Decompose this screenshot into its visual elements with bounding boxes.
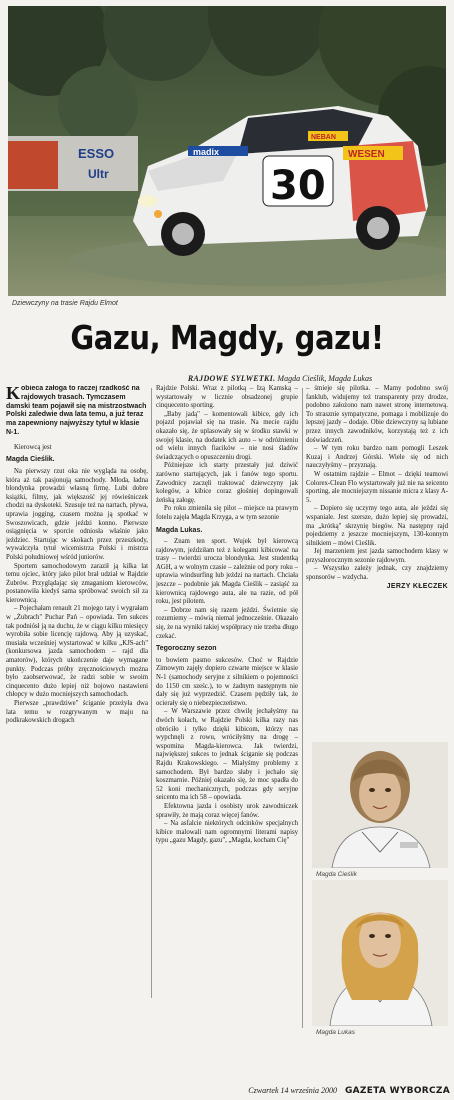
paragraph: – Na asfalcie niektórych odcinków specjalnych kibice malowali nam ogromnymi literami napisy typu „gazu Magdy, gazu", „Magda, kocham Cię" xyxy=(156,820,298,845)
portrait-lukas xyxy=(312,880,448,1026)
lead-text: obieca załoga to raczej rzadkość na rajdowych trasach. Tymczasem damski team pojawił się na mistrzostwach Polski zaledwie dwa lata temu, a już teraz ma zapewniony najwyższy tytuł w klasie N-1. xyxy=(6,385,147,436)
author-signature: JERZY KŁECZEK xyxy=(386,582,448,590)
issue-date: Czwartek 14 września 2000 xyxy=(248,1086,337,1095)
paragraph: „Baby jadą" – komentowali kibice, gdy ich pojazd pojawiał się na trasie. Na meciе rajdu okazało się, że uplasowały się w środku stawki w swojej klasie, na dodatek ich auto – w odróżnieniu od wielu innych fiacików – nie nosi śladów świadczących o opuszczeniu drogi. xyxy=(156,410,298,461)
column-divider xyxy=(302,388,303,1028)
byline-authors: Magda Cieślik, Magda Lukas xyxy=(277,374,373,383)
paragraph: – Pojechałam renault 21 mojego taty i wygrałam w „Żubrach" Puchar Pań – opowiada. Ten sukces tak podniósł ją na duchu, że w ciągu kilku miesięcy wyrobiła sobie licencję rajdową. Aby ją uzyskać, musiała wcześniej wystartować w kilku „KJS-ach" (konkursowa jazda samochodem – rajd dla amatorów), których ukończenie daje wymagane punkty. Podczas próby zręcznościowych można było zaobserwować, że radzi sobie w swoim cinquecento dużo lepiej niż bojowo nastawieni chłopcy w dużo mocniejszych samochodach. xyxy=(6,605,148,699)
paragraph: Rajdzie Polski. Wraz z pilotką – Izą Kamską – wystartowały w licznie obsadzonej grupie cinquecento sporting. xyxy=(156,385,298,410)
car-number-text: 30 xyxy=(270,163,326,209)
paragraph: Późniejsze ich starty przestały już dziwić zarówno startujących, jak i fanów tego sportu. Zawodnicy zaczęli traktować dziewczyny jak kolegów, a kibice coraz głośniej dopingowali żeńską załogę. xyxy=(156,462,298,504)
rally-car-image xyxy=(8,6,446,296)
paragraph: W ostatnim rajdzie – Elmot – dzięki teamowi Colorex-Clean Flo wystartowały już nie na seicento sporting, ale mocniejszym nissanie micra z klasy A-5. xyxy=(306,470,448,504)
banner-esso-text: ESSO xyxy=(78,146,115,161)
paragraph: Po roku zmieniła się pilot – miejsce na prawym fotelu zajęła Magda Krzyga, a w tym sezonie xyxy=(156,505,298,521)
portrait-cieslik xyxy=(312,742,448,868)
photo-caption: Dziewczyny na trasie Rajdu Elmot xyxy=(12,300,118,307)
car-side-label1: WESEN xyxy=(348,149,385,160)
portrait-cieslik-image xyxy=(312,742,448,868)
paragraph: – W Warszawie przez chwilę jechałyśmy na dwóch kołach, w Rajdzie Polski kilka razy nas obróciło i tylko dzięki kibicom, którzy nas wypchnęli z rowu, wróciłyśmy na drogę – wspomina Magda-kierowca. Jak twierdzi, największej sukces to jednak ściganie się podczas Rajdu Krakowskiego. – Miałyśmy problemy z samochodem. Był bardzo słaby i jechało się koszmarnie. Później okazało się, że moc spadła do 52 koni mechanicznych, podczas gdy seryjne seicento ma ich 58 – opowiada. xyxy=(156,708,298,802)
paragraph: to bowiem pasmo sukcesów. Choć w Rajdzie Zimowym zajęły dopiero czwarte miejsce w klasie N-1 (samochody seryjne z silnikiem o pojemności do 1150 cm sześc.), to w żadnym następnym nie dały się już wyprzedzić. Czasem pędziły tak, że ocierały się o niebezpieczeństwo. xyxy=(156,656,298,707)
drop-cap: K xyxy=(6,385,21,403)
paragraph: Pierwsze „prawdziwe" ściganie przeżyła dwa lata temu w rozgrywanym w maju na podkrakowskich drogach xyxy=(6,700,148,725)
article-lead xyxy=(6,385,148,438)
article-column-3 xyxy=(306,385,448,735)
paragraph: – Znam ten sport. Wujek był kierowcą rajdowym, jeździłam też z kolegami kibicować na trasy – twierdzi urocza blondynka. Jest studentką AGH, a w wolnym czasie – zależnie od pory roku – uprawia windsurfing lub jeździ na nartach. Chciała jeszcze – podobnie jak Magda Cieślik – zasiąść za kierownicą rajdowego auta, ale na razie, od pół roku, jest pilotem. xyxy=(156,538,298,606)
article-column-1 xyxy=(6,385,148,1005)
paragraph: Kierowcą jest xyxy=(14,443,52,451)
page-footer xyxy=(0,1086,454,1096)
car-side-label2: NEBAN xyxy=(311,134,336,141)
rally-photo xyxy=(8,6,446,296)
paragraph: Efektowna jazda i osobisty urok zawodniczek sprawiły, że mają coraz więcej fanów. xyxy=(156,802,298,819)
paragraph: Na pierwszy rzut oka nie wygląda na osobę, która aż tak pasjonują samochody. Młoda, ładna blondynka prowadzi własną firmę. Lubi dobre książki, filmy, jak większość jej rówieśniczek chodzi na dyskoteki. Szusuje też na nartach, pływa, uprawia jogging, czasem można ją spotkać w Swoszowicach, gdzie jeździ konno. Pierwsze osiągnięcia w sporcie odniosła właśnie jako jeździec. Startując w skokach przez przeszkody, wywalczyła tytuł wicemistrza Polski i mistrza Polski południowej wśród juniorów. xyxy=(6,467,148,561)
banner-ultra-text: Ultr xyxy=(88,167,109,181)
newspaper-name: GAZETA WYBORCZA xyxy=(344,1086,450,1096)
paragraph: – Dobrze nam się razem jeździ. Świetnie się rozumiemy – mówią niemal jednocześnie. Okazało się, że na wyniki takiej współpracy nie trzeba długo czekać. xyxy=(156,606,298,640)
portrait-caption-cieslik: Magda Cieślik xyxy=(316,871,357,878)
article-column-2 xyxy=(156,385,298,1090)
portrait-lukas-image xyxy=(312,880,448,1026)
paragraph: Sportem samochodowym zaraził ją kilka lat temu ojciec, który jako pilot brał udział w Rajdzie Żubrów. Przyglądając się zmaganiom kierowców, postanowiła kiedyś sama spróbować swoich sił za kierownicą. xyxy=(6,562,148,604)
paragraph: Jej marzeniem jest jazda samochodem klasy w przyszłorocznym sezonie rajdowym. xyxy=(306,548,448,564)
portrait-caption-lukas: Magda Lukas xyxy=(316,1029,356,1036)
car-sponsor-text: madix xyxy=(193,147,220,157)
subheading-lukas: Magda Lukas. xyxy=(156,526,203,534)
byline-section: RAJDOWE SYLWETKI. xyxy=(187,374,276,383)
paragraph: – Wszystko zależy jednak, czy znajdziemy sponsorów – wzdycha. xyxy=(306,565,448,582)
column-divider xyxy=(151,388,152,998)
subheading-cieslik: Magda Cieślik. xyxy=(6,456,55,464)
page-title: Gazu, Magdy, gazu! xyxy=(70,318,384,357)
paragraph: – Dopiero się uczymy tego auta, ale jeździ się wspaniale. Jest szersze, dużo lepiej się prowadzi, ma „krótką" skrzynię biegów. Na następny rajd pojedziemy z jeszcze mocniejszym, 130-konnym silnikiem – mówi Cieślik. xyxy=(306,505,448,547)
subheading-season: Tegoroczny sezon xyxy=(156,645,217,653)
paragraph: – śmieje się pilotka. – Mamy podobno swój fanklub, widujemy też transparenty przy drodze, podobno założono nam nawet stronę internetową. To strasznie sympatyczne, pomaga i mobilizuje do lepszej jazdy – dodaje. Obie dziewczyny są lubiane przez innych zawodników, korzystają też z ich doświadczeń. xyxy=(306,385,448,444)
paragraph: – W tym roku bardzo nam pomogli Leszek Kuzaj i Andrzej Górski. Wiele się od nich nauczyłyśmy – przyznają. xyxy=(306,445,448,470)
byline xyxy=(130,374,430,383)
